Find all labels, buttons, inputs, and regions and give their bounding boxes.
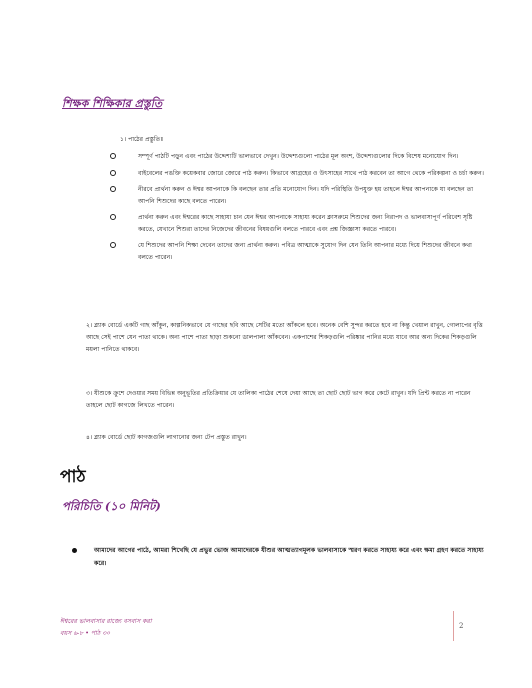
lesson-heading: পাঠ [60,467,86,487]
intro-title: পরিচিতি (১০ মিনিট) [62,499,161,513]
page-number: 2 [459,622,464,630]
list-item-text: বাইবেলের পঙক্তি কয়েকবার জোরে জোরে পাঠ করুন। কিভাবে আগ্রহের ও উৎসাহের সাথে পাঠ করবেন তা আগে থেকে পরিকল্পনা ও চর্চা করুন। [138,169,484,177]
footer-line-2: বয়স ৬-৮ • পাঠ ৩০ [60,630,111,637]
intro-bullet-text: আমাদের আগের পাঠে, আমরা শিখেছি যে প্রভুর ভোজ আমাদেরকে যীশুর আত্মত্যাগমূলক ভালবাসাকে স্মরণ করতে সাহায্য করে এবং ক্ষমা গ্রহণ করতে সাহায্য করে। [94,547,484,567]
footer-title [60,616,152,640]
footer-line-1: ঈশ্বরের ভালবাসার রাজ্যে বসবাস করা [60,618,152,625]
circle-bullet-icon [110,242,116,248]
paragraph-tape: ৪। ব্ল্যাক বোর্ডে ছোট কাগজগুলি লাগানোর জন্য টেপ প্রস্তুত রাখুন। [86,434,247,441]
list-item-text: যে শিশুদের আপনি শিক্ষা দেবেন তাদের জন্য প্রার্থনা করুন। পবিত্র আত্মাকে সুযোগ দিন যেন তিনি আপনার মধ্যে দিয়ে শিশুদের জীবনে কথা বলতে পারেন। [138,242,472,261]
circle-bullet-icon [110,170,116,176]
footer-divider [453,611,454,641]
list-item [108,240,488,263]
intro-bullet [72,544,494,570]
section-title: শিক্ষক শিক্ষিকার প্রস্তুতি [62,97,163,110]
prep-bullet-list [108,151,488,268]
prep-label: ১। পাঠের প্রস্তুতিঃ [120,136,164,143]
list-item [108,184,488,207]
list-item [108,151,488,163]
list-item [108,168,488,180]
list-item [108,212,488,235]
list-item-text: নীরবে প্রার্থনা করুন ও ঈশ্বর আপনাকে কি বলছেন তার প্রতি মনোযোগ দিন। যদি পরিস্থিতি উপযুক্ত হয় তাহলে ঈশ্বর আপনাকে যা বলছেন তা আপনি শিশুদের কাছে বলতে পারেন। [138,186,474,205]
circle-bullet-icon [110,214,116,220]
paragraph-response-list: ৩। যীশুকে ক্রুশে দেওয়ার সময় বিভিন্ন অনুভূতির প্রতিক্রিয়ার যে তালিকা পাঠের শেষে দেয়া আছে তা ছোট ছোট ভাগ করে কেটে রাখুন। যদি প্রিন্ট করতে না পারেন তাহলে ছোট কাগজে লিখতে পারেন। [86,390,471,409]
circle-bullet-icon [110,153,116,159]
list-item-text: সম্পূর্ণ পাঠটি পড়ুন এবং পাঠের উদ্দেশ্যটি ভালভাবে দেখুন। উদ্দেশ্যগুলো পাঠের মূল অংশ, উদ্দেশ্যগুলোর দিকে বিশেষ মনোযোগ দিন। [138,153,459,160]
bullet-dot-icon [72,548,77,553]
paragraph-tree-drawing: ২। ব্ল্যাক বোর্ডে একটি গাছ আঁকুন, কাল্পনিকভাবে যে গাছের ছবি আছে সেটির মতো আঁকলে হবে। অনেক বেশি সুন্দর করতে হবে না কিন্তু খেয়াল রাখুন, গোলাপের বৃত্তি আছে সেই পাশে যেন পাতা থাকে। অন্য পাশে পাতা ছাড়া শুকনো ডালপালা আঁকবেন। একপাশের শিকড়গুলি পরিষ্কার পানির মধ্যে যাবে আর অন্য দিকের শিকড়গুলি ময়লা পানিতে থাকবে। [86,322,483,353]
circle-bullet-icon [110,186,116,192]
list-item-text: প্রার্থনা করুন এবং ঈশ্বরের কাছে সাহায্য চান যেন ঈশ্বর আপনাকে সাহায্য করেন ক্লাসরুমে শিশুদের জন্য নিরাপদ ও ভালবাসাপূর্ণ পরিবেশ সৃষ্টি করতে, যেখানে শিশুরা তাদের নিজেদের জীবনের বিষয়গুলি বলতে পারবে এবং প্রশ্ন জিজ্ঞাসা করতে পারবে। [138,214,473,233]
